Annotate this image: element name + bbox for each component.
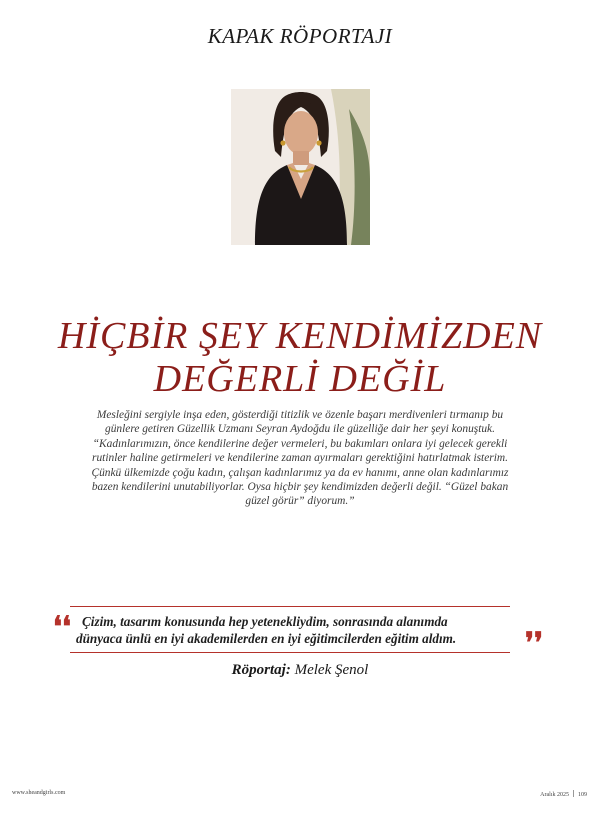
footer-separator [573,790,574,797]
cover-portrait-photo [231,89,370,245]
headline-line-2: DEĞERLİ DEĞİL [153,358,447,400]
section-title: KAPAK RÖPORTAJI [207,24,393,48]
byline-author: Melek Şenol [294,662,369,678]
quote-divider-bottom [70,652,510,653]
footer-issue-date: Aralık 2025 [540,792,569,798]
portrait-illustration [231,89,370,245]
headline [0,315,600,401]
open-quote-icon: ❛❛ [53,610,72,643]
byline [0,662,600,679]
footer-issue-info [540,790,587,798]
pull-quote [70,613,530,647]
close-quote-icon: ❜❜ [525,626,544,659]
footer-website: www.sheandgirls.com [12,790,66,796]
byline-label: Röportaj: [231,662,291,678]
quote-divider-top [70,606,510,607]
headline-line-1: HİÇBİR ŞEY KENDİMİZDEN [57,315,543,357]
intro-paragraph: Mesleğini sergiyle inşa eden, gösterdiği titizlik ve özenle başarı merdivenleri tırmanıp bu günlere getiren Güzellik Uzmanı Seyran Aydoğdu ile güzelliğe dair her şeyi konuştuk. “Kadınlarımızın, önce kendilerine değer vermeleri, bu bakımları onlara iyi gelecek gerekli rutinler haline getirmeleri ve kendilerine zaman ayırmaları gerektiğini hatırlatmak isterim. Çünkü ülkemizde çoğu kadın, çalışan kadınlarımız ya da ev hanımı, anne olan kadınlarımız bazen kendilerini unutabiliyorlar. Oysa hiçbir şey kendimizden değerli değil. “Güzel bakan güzel görür” diyorum.” [91,409,509,508]
footer-page-number: 109 [578,792,587,798]
pull-quote-line-2: dünyaca ünlü en iyi akademilerden en iyi eğitimcilerden eğitim aldım. [76,631,457,646]
pull-quote-line-1: Çizim, tasarım konusunda hep yetenekliydim, sonrasında alanımda [82,614,448,629]
